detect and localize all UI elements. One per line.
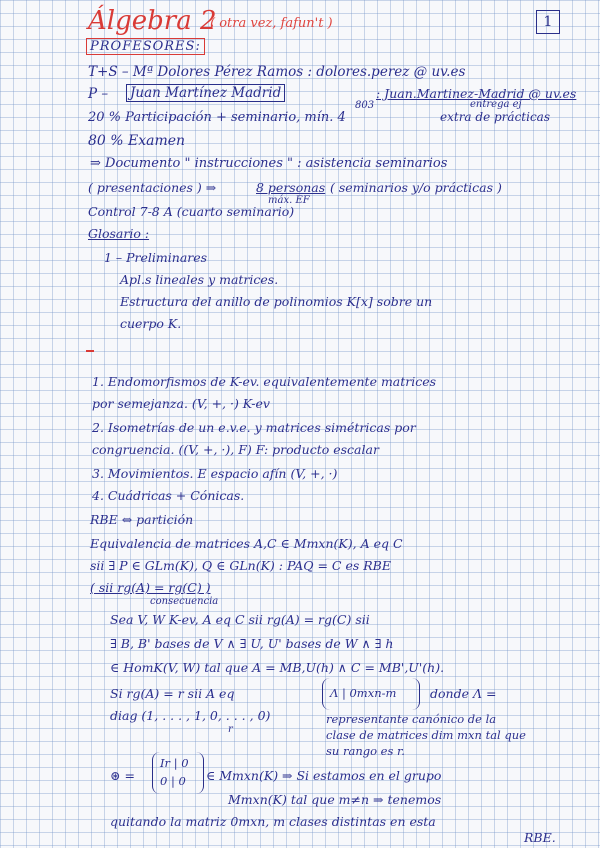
presentations-prefix: ( presentaciones ) ⇒ xyxy=(88,180,217,195)
glossary-sub-1: Apl.s lineales y matrices. xyxy=(120,272,279,287)
presentations-people: 8 personas xyxy=(256,180,326,195)
presentations-note: máx. EF xyxy=(268,195,310,206)
rbe-line: RBE ⇔ partición xyxy=(90,512,194,527)
objective-2-cont: congruencia. ((V, +, ·), F) F: producto escalar xyxy=(92,442,379,457)
grading-participation: 20 % Participación + seminario, mín. 4 xyxy=(88,110,346,125)
professors-label: PROFESORES: xyxy=(86,38,205,55)
canonical-rep-1: representante canónico de la xyxy=(326,712,497,726)
consequence-note: consecuencia xyxy=(150,596,219,607)
professor-line-2-prefix: P – xyxy=(88,86,109,102)
objective-1-cont: por semejanza. (V, +, ·) K-ev xyxy=(92,396,270,411)
identity-block-row-2: 0 | 0 xyxy=(160,774,186,788)
objective-1: 1. Endomorfismos de K-ev. equivalentemente matrices xyxy=(92,374,437,389)
page-title: Álgebra 2 xyxy=(88,6,217,36)
glossary-sub-2: Estructura del anillo de polinomios K[x] sobre un xyxy=(120,294,433,309)
glossary-label: Glosario : xyxy=(88,226,150,241)
identity-block-row-1: Ir | 0 xyxy=(160,756,189,770)
objective-4: 4. Cuádricas + Cónicas. xyxy=(92,488,245,503)
equivalence-line-6: ∈ HomK(V, W) tal que A = MB,U(h) ∧ C = MB',U'(h). xyxy=(110,660,445,675)
glossary-item-1: 1 – Preliminares xyxy=(104,250,208,265)
equivalence-line-3: ( sii rg(A) = rg(C) ) xyxy=(90,580,211,595)
objective-3: 3. Movimientos. E espacio afín (V, +, ·) xyxy=(92,466,338,481)
control-line: Control 7-8 A (cuarto seminario) xyxy=(88,204,295,219)
canonical-rep-3: su rango es r. xyxy=(326,744,405,758)
star-eq: ⊛ = xyxy=(110,768,135,783)
equivalence-line-2: sii ∃ P ∈ GLm(K), Q ∈ GLn(K) : PAQ = C es RBE xyxy=(90,558,391,573)
instructions-line: ⇒ Documento " instrucciones " : asistencia seminarios xyxy=(90,156,448,171)
canonical-rep-2: clase de matrices dim mxn tal que xyxy=(326,728,526,742)
rbe-end: RBE. xyxy=(524,830,556,845)
equivalence-line-1: Equivalencia de matrices A,C ∈ Mmxn(K), A eq C xyxy=(90,536,403,551)
objective-2: 2. Isometrías de un e.v.e. y matrices simétricas por xyxy=(92,420,416,435)
diag-r: r xyxy=(228,724,233,735)
rank-line: Si rg(A) = r sii A eq xyxy=(110,686,235,701)
diag-line: diag (1, . . . , 1, 0, . . . , 0) xyxy=(110,708,271,723)
professor-line-1: T+S – Mª Dolores Pérez Ramos : dolores.perez @ uv.es xyxy=(88,64,466,80)
rank-line-where: donde Λ = xyxy=(430,686,497,701)
equivalence-line-5: ∃ B, B' bases de V ∧ ∃ U, U' bases de W ∧ ∃ h xyxy=(110,636,394,651)
classes-line: quitando la matriz 0mxn, m clases distintas en esta xyxy=(110,814,436,829)
objective-label xyxy=(86,350,94,352)
professor-email: : Juan.Martinez-Madrid @ uv.es xyxy=(376,86,577,101)
presentations-suffix: ( seminarios y/o prácticas ) xyxy=(330,180,502,195)
canonical-matrix: Λ | 0mxn-m xyxy=(330,686,397,700)
office-number: 803 xyxy=(355,100,375,111)
equivalence-line-4: Sea V, W K-ev, A eq C sii rg(A) = rg(C) sii xyxy=(110,612,370,627)
professor-name-boxed: Juan Martínez Madrid xyxy=(126,84,285,102)
group-line: Mmxn(K) tal que m≠n ⇒ tenemos xyxy=(228,792,442,807)
grading-exam: 80 % Examen xyxy=(88,133,186,149)
note-entrega: entrega ej xyxy=(470,99,522,110)
title-note: ( otra vez, fafun't ) xyxy=(210,16,333,31)
star-eq-cont: ∈ Mmxn(K) ⇒ Si estamos en el grupo xyxy=(206,768,442,783)
grading-extra: extra de prácticas xyxy=(440,110,550,124)
glossary-sub-2-cont: cuerpo K. xyxy=(120,316,182,331)
page-number: 1 xyxy=(536,10,560,34)
